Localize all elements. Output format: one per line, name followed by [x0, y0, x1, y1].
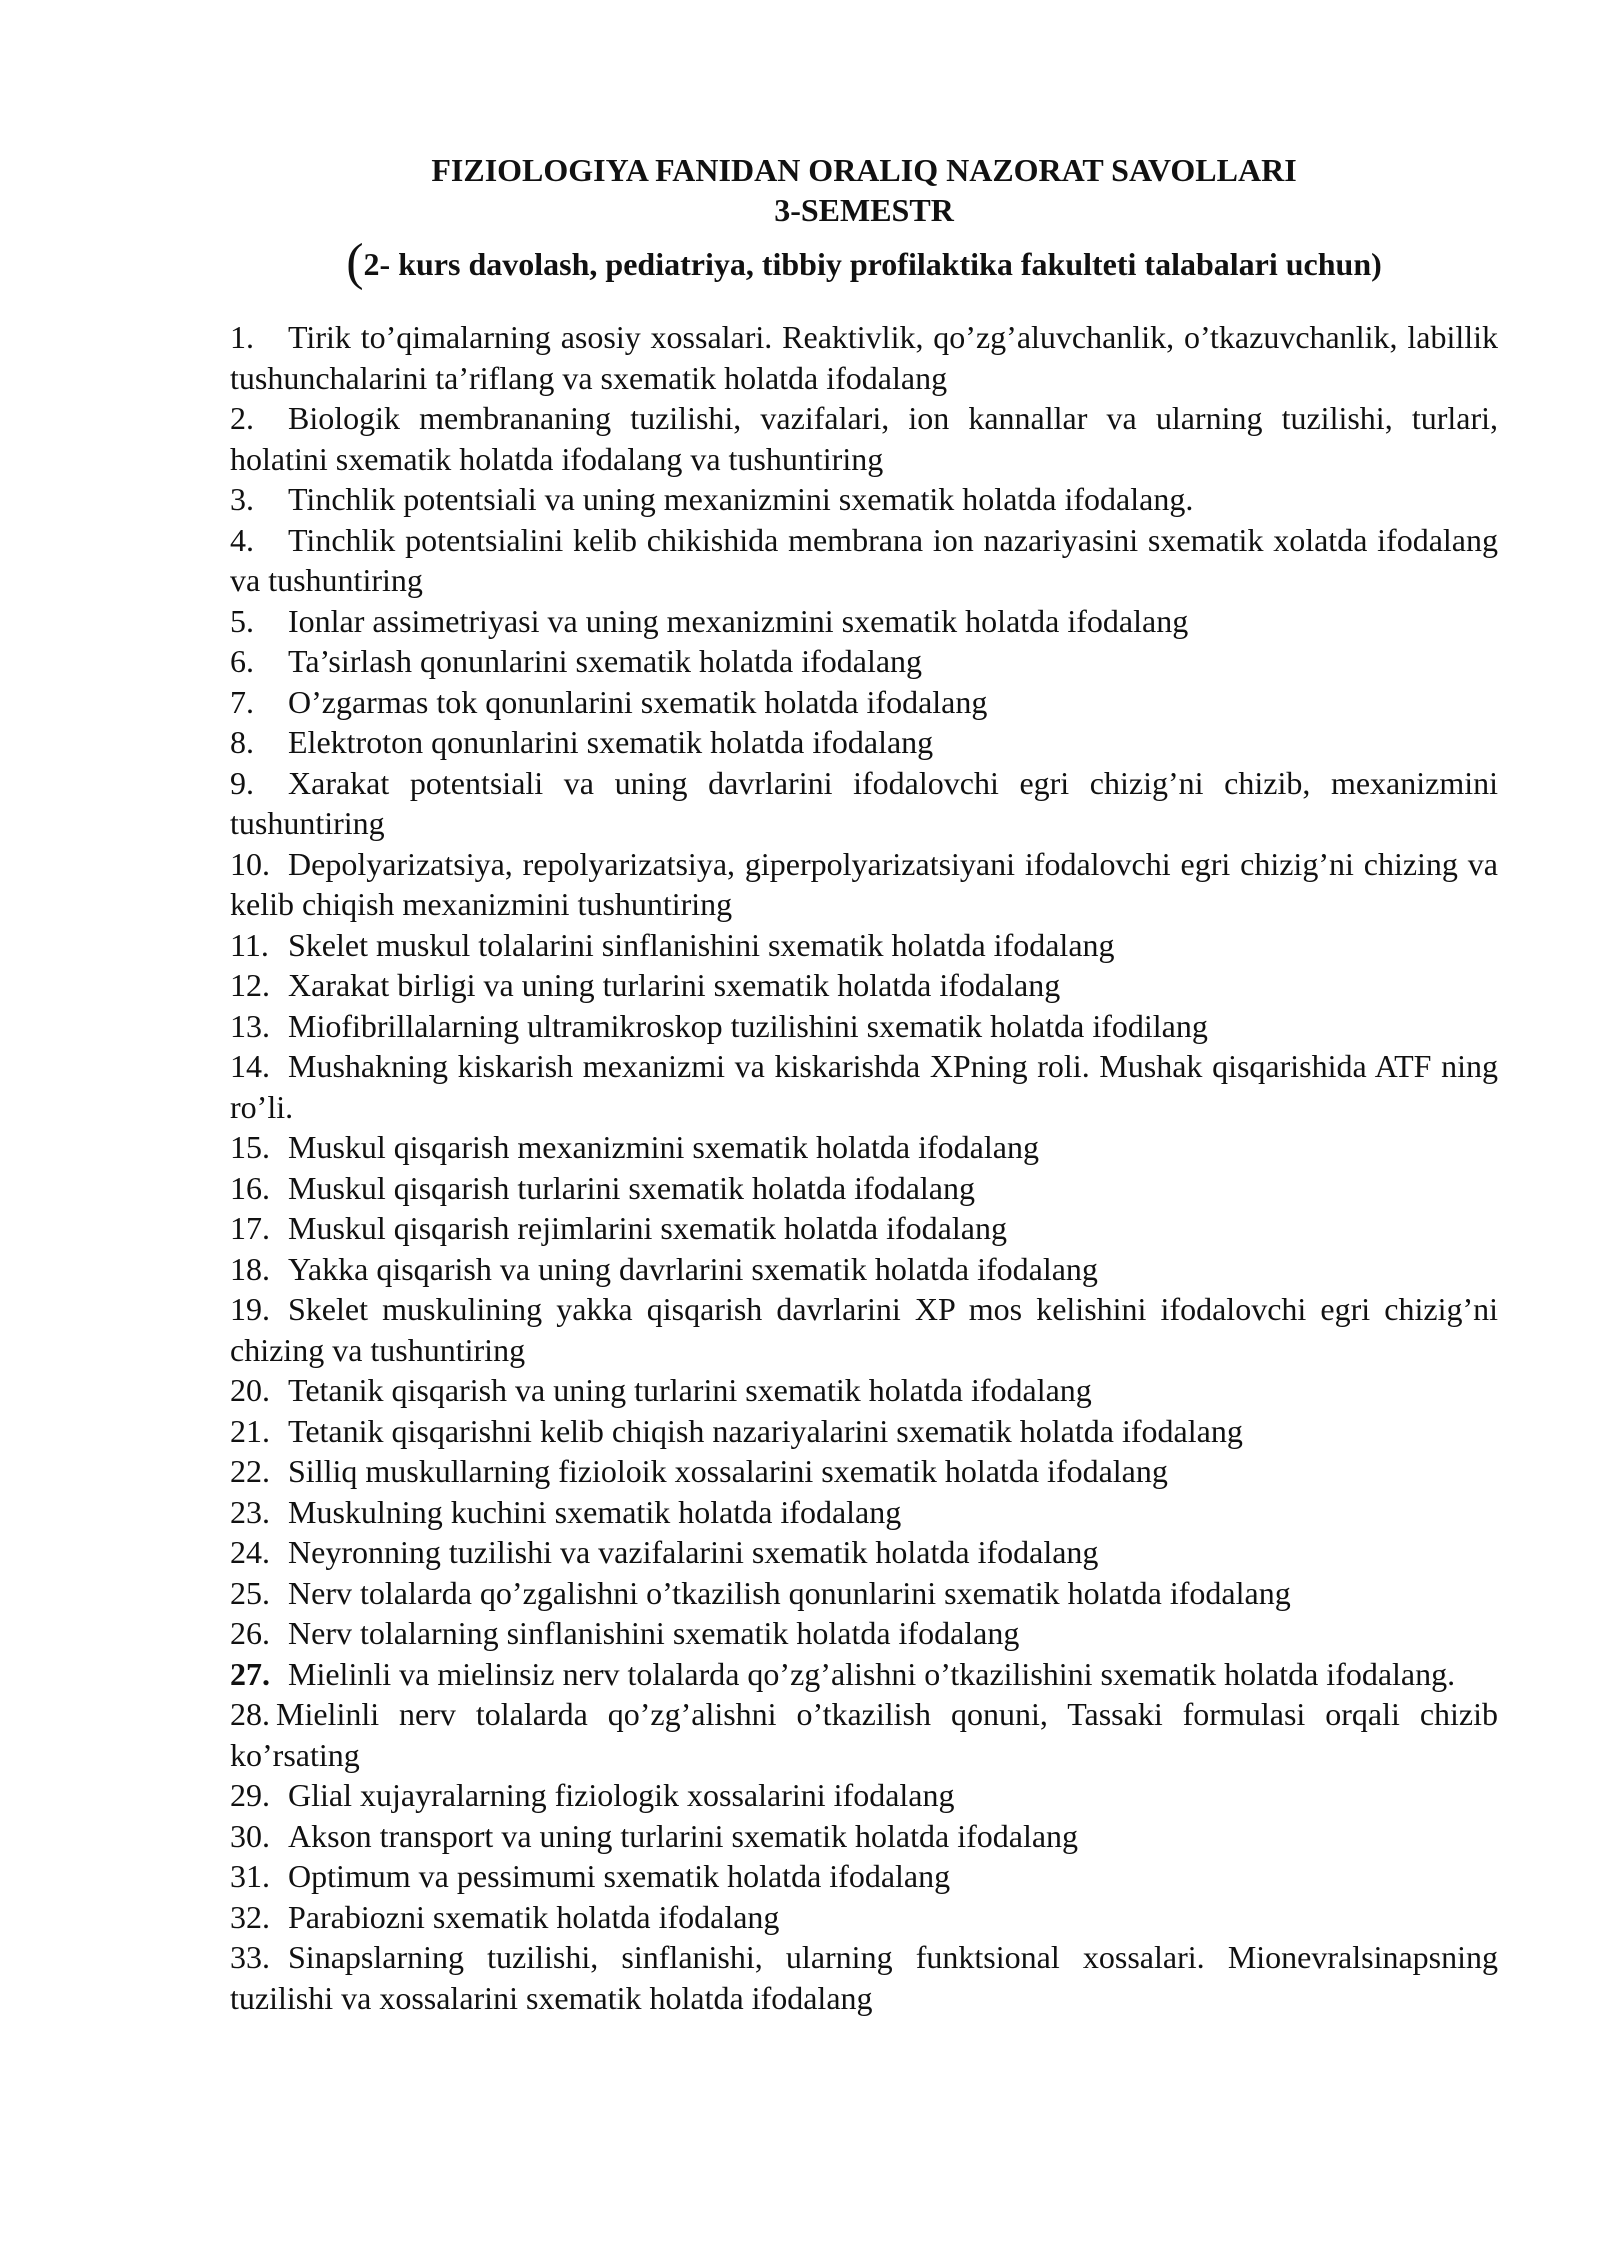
question-number: 15. — [230, 1129, 270, 1165]
audience-text: 2- kurs davolash, pediatriya, tibbiy profilaktika fakulteti talabalari uchun) — [363, 246, 1382, 282]
question-text: Biologik membrananing tuzilishi, vazifalari, ion kannallar va ularning tuzilishi, turlari, holatini sxematik holatda ifodalang va tushuntiring — [230, 400, 1498, 477]
question-text: Tinchlik potentsiali va uning mexanizmini sxematik holatda ifodalang. — [288, 481, 1194, 517]
question-number: 26. — [230, 1615, 270, 1651]
question-item — [230, 1289, 1498, 1370]
question-item — [230, 1775, 1498, 1816]
question-item — [230, 1127, 1498, 1168]
question-number: 4. — [230, 521, 254, 558]
question-text: Elektroton qonunlarini sxematik holatda ifodalang — [288, 724, 934, 760]
question-text: Sinapslarning tuzilishi, sinflanishi, ularning funktsional xossalari. Mionevralsinapsning tuzilishi va xossalarini sxematik holatda ifodalang — [230, 1939, 1498, 2016]
question-item — [230, 1006, 1498, 1047]
question-item — [230, 1532, 1498, 1573]
question-text: Muskul qisqarish turlarini sxematik holatda ifodalang — [288, 1169, 975, 1206]
question-text: Parabiozni sxematik holatda ifodalang — [288, 1898, 780, 1935]
question-number: 8. — [230, 724, 254, 760]
question-number: 31. — [230, 1858, 270, 1894]
question-text: Skelet muskul tolalarini sinflanishini sxematik holatda ifodalang — [288, 926, 1115, 963]
question-number: 30. — [230, 1817, 270, 1854]
question-number: 19. — [230, 1291, 270, 1327]
question-text: Tirik to’qimalarning asosiy xossalari. Reaktivlik, qo’zg’aluvchanlik, o’tkazuvchanlik, labillik tushunchalarini ta’riflang va sxematik holatda ifodalang — [230, 319, 1498, 396]
question-number: 22. — [230, 1453, 270, 1489]
question-text: Mielinli va mielinsiz nerv tolalarda qo’zg’alishni o’tkazilishini sxematik holatda ifodalang. — [288, 1655, 1456, 1692]
question-text: Neyronning tuzilishi va vazifalarini sxematik holatda ifodalang — [288, 1534, 1099, 1570]
question-text: Tinchlik potentsialini kelib chikishida membrana ion nazariyasini sxematik xolatda ifodalang va tushuntiring — [230, 521, 1498, 598]
question-text: Tetanik qisqarishni kelib chiqish nazariyalarini sxematik holatda ifodalang — [288, 1412, 1243, 1449]
question-number: 3. — [230, 481, 254, 517]
question-number: 5. — [230, 602, 254, 639]
question-number: 13. — [230, 1007, 270, 1044]
question-text: Glial xujayralarning fiziologik xossalarini ifodalang — [288, 1777, 955, 1813]
audience-line — [230, 236, 1498, 291]
question-text: Muskul qisqarish rejimlarini sxematik holatda ifodalang — [288, 1210, 1007, 1246]
question-number: 2. — [230, 400, 254, 436]
question-number: 32. — [230, 1898, 270, 1935]
question-item — [230, 317, 1498, 398]
semester-label: 3-SEMESTR — [774, 192, 954, 228]
question-item — [230, 1411, 1498, 1452]
question-item — [230, 1168, 1498, 1209]
question-number: 10. — [230, 845, 270, 882]
question-item — [230, 1451, 1498, 1492]
audience-open-paren: ( — [346, 234, 364, 291]
question-item — [230, 763, 1498, 844]
question-item — [230, 1654, 1498, 1695]
question-text: Miofibrillalarning ultramikroskop tuzilishini sxematik holatda ifodilang — [288, 1007, 1208, 1044]
question-number: 16. — [230, 1169, 270, 1206]
question-number: 27. — [230, 1655, 270, 1692]
question-text: Muskul qisqarish mexanizmini sxematik holatda ifodalang — [288, 1129, 1039, 1165]
document-title: FIZIOLOGIYA FANIDAN ORALIQ NAZORAT SAVOLLARI — [431, 152, 1297, 188]
question-number: 23. — [230, 1493, 270, 1530]
question-list — [230, 317, 1498, 2018]
question-text: O’zgarmas tok qonunlarini sxematik holatda ifodalang — [288, 683, 988, 720]
question-item — [230, 722, 1498, 763]
question-number: 14. — [230, 1048, 270, 1084]
question-number: 1. — [230, 319, 254, 355]
question-item — [230, 1573, 1498, 1614]
question-number: 24. — [230, 1534, 270, 1570]
question-number: 17. — [230, 1210, 270, 1246]
question-text: Tetanik qisqarish va uning turlarini sxematik holatda ifodalang — [288, 1372, 1092, 1408]
question-text: Yakka qisqarish va uning davrlarini sxematik holatda ifodalang — [288, 1250, 1098, 1287]
question-text: Muskulning kuchini sxematik holatda ifodalang — [288, 1493, 902, 1530]
question-item — [230, 1897, 1498, 1938]
question-number: 28. — [230, 1696, 270, 1732]
question-text: Mushakning kiskarish mexanizmi va kiskarishda XPning roli. Mushak qisqarishida ATF ning ro’li. — [230, 1048, 1498, 1125]
question-text: Xarakat birligi va uning turlarini sxematik holatda ifodalang — [288, 967, 1061, 1003]
question-number: 25. — [230, 1574, 270, 1611]
question-text: Mielinli nerv tolalarda qo’zg’alishni o’tkazilish qonuni, Tassaki formulasi orqali chizib ko’rsating — [230, 1696, 1498, 1773]
question-item — [230, 601, 1498, 642]
question-number: 33. — [230, 1939, 270, 1975]
question-number: 6. — [230, 643, 254, 679]
question-number: 12. — [230, 967, 270, 1003]
question-text: Silliq muskullarning fizioloik xossalarini sxematik holatda ifodalang — [288, 1453, 1168, 1489]
question-item — [230, 1046, 1498, 1127]
question-text: Depolyarizatsiya, repolyarizatsiya, giperpolyarizatsiyani ifodalovchi egri chizig’ni chizing va kelib chiqish mexanizmini tushuntiring — [230, 845, 1498, 922]
question-item — [230, 479, 1498, 520]
question-number: 29. — [230, 1777, 270, 1813]
question-item — [230, 1694, 1498, 1775]
question-item — [230, 682, 1498, 723]
question-item — [230, 1370, 1498, 1411]
question-item — [230, 1613, 1498, 1654]
document-page — [230, 150, 1498, 2018]
question-number: 7. — [230, 683, 254, 720]
question-item — [230, 1249, 1498, 1290]
question-text: Ta’sirlash qonunlarini sxematik holatda ifodalang — [288, 643, 923, 679]
question-number: 9. — [230, 764, 254, 801]
question-item — [230, 641, 1498, 682]
question-item — [230, 398, 1498, 479]
question-item — [230, 1937, 1498, 2018]
question-number: 11. — [230, 926, 269, 963]
question-text: Ionlar assimetriyasi va uning mexanizmini sxematik holatda ifodalang — [288, 602, 1189, 639]
question-item — [230, 1492, 1498, 1533]
question-text: Xarakat potentsiali va uning davrlarini ifodalovchi egri chizig’ni chizib, mexanizmini tushuntiring — [230, 764, 1498, 841]
question-item — [230, 1856, 1498, 1897]
question-number: 18. — [230, 1250, 270, 1287]
question-item — [230, 1816, 1498, 1857]
question-item — [230, 520, 1498, 601]
question-item — [230, 965, 1498, 1006]
question-item — [230, 844, 1498, 925]
question-text: Akson transport va uning turlarini sxematik holatda ifodalang — [288, 1817, 1079, 1854]
question-text: Optimum va pessimumi sxematik holatda ifodalang — [288, 1858, 951, 1894]
question-item — [230, 925, 1498, 966]
question-text: Nerv tolalarning sinflanishini sxematik holatda ifodalang — [288, 1615, 1020, 1651]
question-number: 20. — [230, 1372, 270, 1408]
question-number: 21. — [230, 1412, 270, 1449]
question-text: Skelet muskulining yakka qisqarish davrlarini XP mos kelishini ifodalovchi egri chizig’ni chizing va tushuntiring — [230, 1291, 1498, 1368]
question-item — [230, 1208, 1498, 1249]
question-text: Nerv tolalarda qo’zgalishni o’tkazilish qonunlarini sxematik holatda ifodalang — [288, 1574, 1291, 1611]
